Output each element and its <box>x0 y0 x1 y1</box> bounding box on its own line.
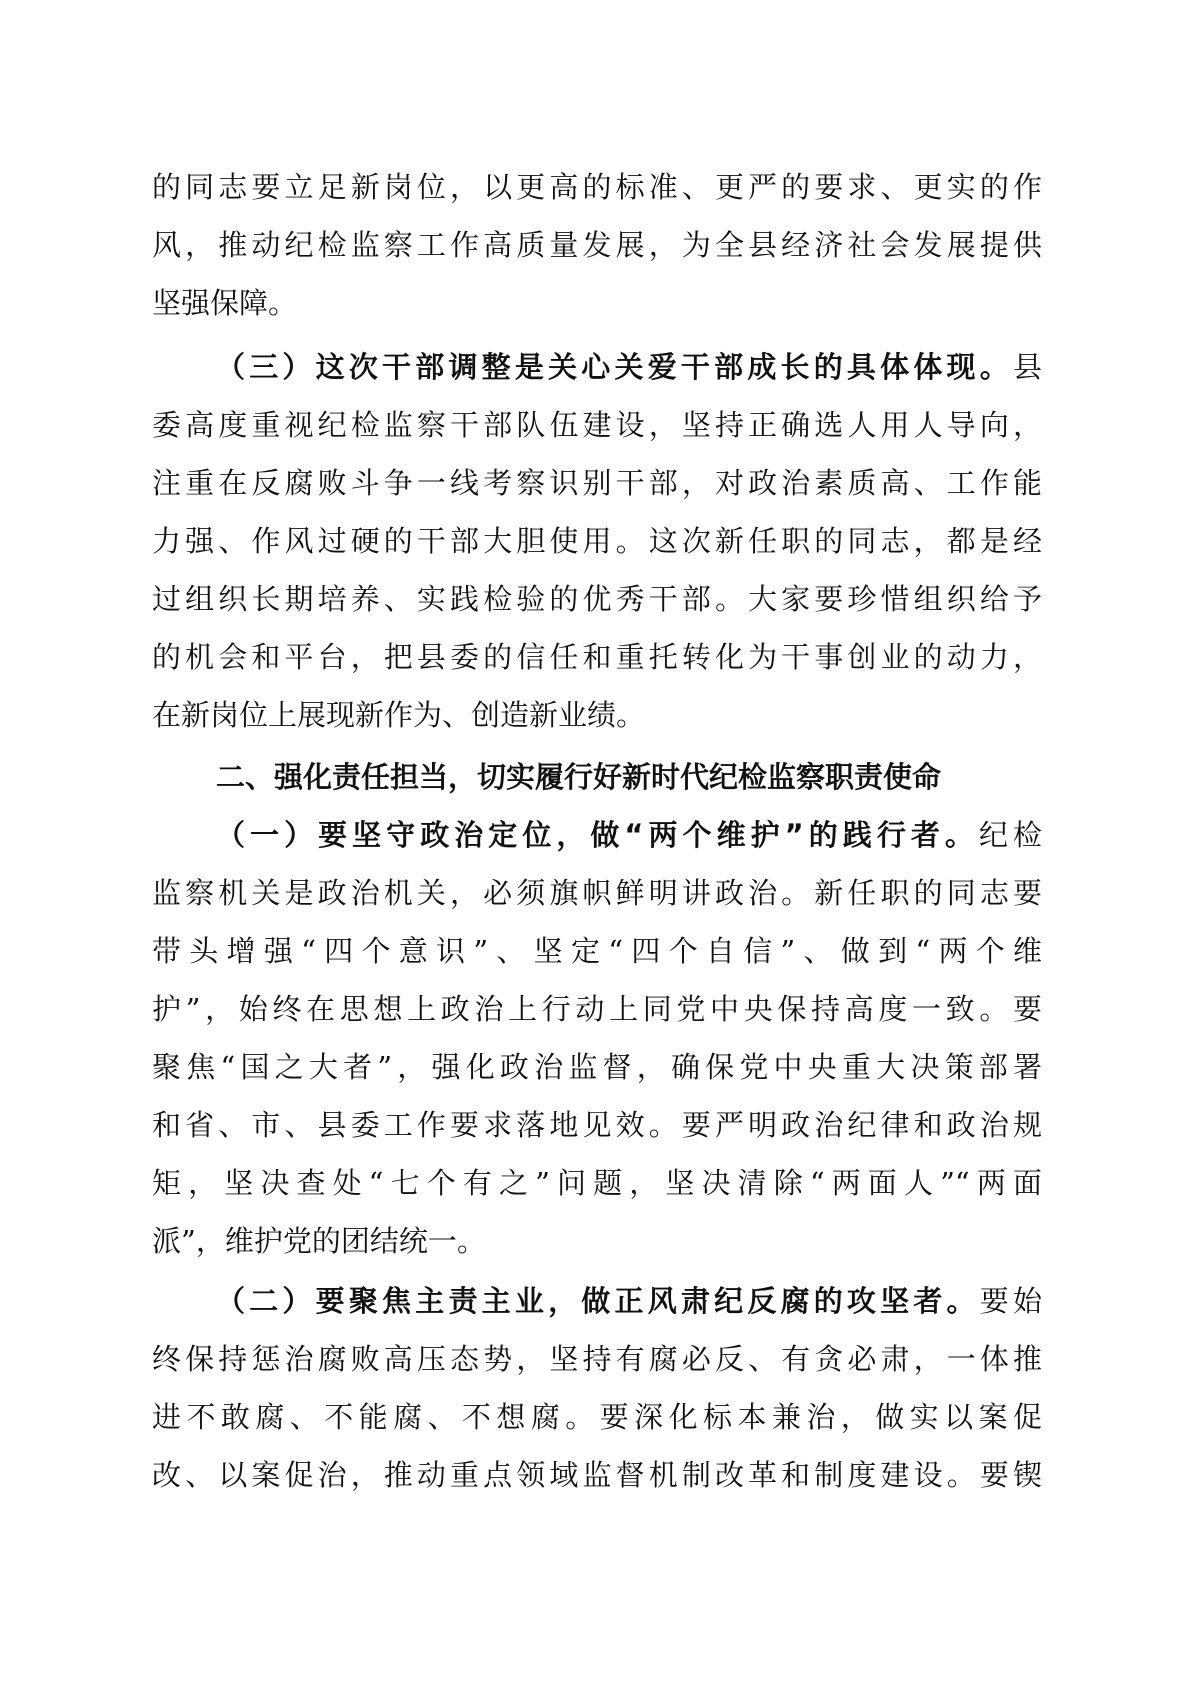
text-line: 过组织长期培养、实践检验的优秀干部。大家要珍惜组织给予 <box>152 582 1042 616</box>
paragraph-continuation <box>152 158 1042 332</box>
text-line: 进不敢腐、不能腐、不想腐。要深化标本兼治，做实以案促 <box>152 1400 1042 1434</box>
text-line: 护”，始终在思想上政治上行动上同党中央保持高度一致。要 <box>152 992 1042 1026</box>
text-line: 和省、市、县委工作要求落地见效。要严明政治纪律和政治规 <box>152 1108 1042 1142</box>
text-line: 监察机关是政治机关，必须旗帜鲜明讲政治。新任职的同志要 <box>152 876 1042 910</box>
paragraph-lead: （二）要聚焦主责主业，做正风肃纪反腐的攻坚者。 <box>216 1284 980 1318</box>
paragraph-lead: （三）这次干部调整是关心关爱干部成长的具体体现。 <box>216 350 1013 384</box>
text-line: 委高度重视纪检监察干部队伍建设，坚持正确选人用人导向， <box>152 408 1042 442</box>
lead-continuation: 纪检 <box>978 818 1042 852</box>
text-line: 力强、作风过硬的干部大胆使用。这次新任职的同志，都是经 <box>152 524 1042 558</box>
text-line <box>152 1272 1042 1330</box>
text-line: 在新岗位上展现新作为、创造新业绩。 <box>152 698 646 732</box>
text-line: 风，推动纪检监察工作高质量发展，为全县经济社会发展提供 <box>152 228 1042 262</box>
text-line: 派”，维护党的团结统一。 <box>152 1224 486 1258</box>
paragraph-yi <box>152 806 1042 1270</box>
text-line <box>152 806 1042 864</box>
paragraph-er <box>152 1272 1042 1504</box>
text-line: 矩，坚决查处“七个有之”问题，坚决清除“两面人”“两面 <box>152 1166 1042 1200</box>
lead-continuation: 县 <box>1012 350 1042 384</box>
lead-continuation: 要始 <box>979 1284 1042 1318</box>
text-line <box>152 338 1042 396</box>
text-line: 注重在反腐败斗争一线考察识别干部，对政治素质高、工作能 <box>152 466 1042 500</box>
text-line: 改、以案促治，推动重点领域监督机制改革和制度建设。要锲 <box>152 1458 1042 1492</box>
text-line: 的机会和平台，把县委的信任和重托转化为干事创业的动力， <box>152 640 1042 674</box>
paragraph-san <box>152 338 1042 744</box>
paragraph-lead: （一）要坚守政治定位，做“两个维护”的践行者。 <box>216 818 979 852</box>
text-line: 聚焦“国之大者”，强化政治监督，确保党中央重大决策部署 <box>152 1050 1042 1084</box>
text-line: 的同志要立足新岗位，以更高的标准、更严的要求、更实的作 <box>152 170 1042 204</box>
section-heading: 二、强化责任担当，切实履行好新时代纪检监察职责使命 <box>216 760 942 794</box>
text-line: 终保持惩治腐败高压态势，坚持有腐必反、有贪必肃，一体推 <box>152 1342 1042 1376</box>
text-line: 坚强保障。 <box>152 286 298 320</box>
text-line: 带头增强“四个意识”、坚定“四个自信”、做到“两个维 <box>152 934 1042 968</box>
